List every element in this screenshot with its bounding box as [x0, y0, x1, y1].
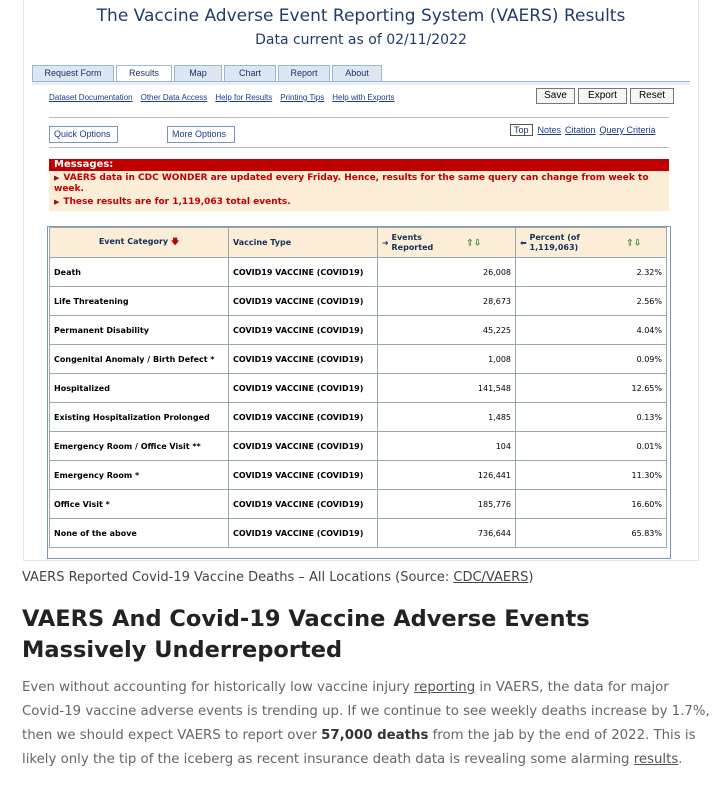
header-events-reported[interactable] — [378, 228, 516, 258]
cell-vaccine: COVID19 VACCINE (COVID19) — [229, 345, 378, 374]
cell-vaccine: COVID19 VACCINE (COVID19) — [229, 374, 378, 403]
divider — [49, 147, 669, 148]
cell-events: 141,548 — [378, 374, 516, 403]
cell-category: Existing Hospitalization Prolonged — [50, 403, 229, 432]
cell-events: 26,008 — [378, 258, 516, 287]
tab-band — [32, 82, 690, 85]
header-vaccine-type[interactable]: Vaccine Type — [229, 228, 378, 258]
table-row — [50, 258, 667, 287]
tab-map[interactable]: Map — [174, 65, 222, 81]
tab-about[interactable]: About — [332, 65, 382, 81]
cell-vaccine: COVID19 VACCINE (COVID19) — [229, 316, 378, 345]
query-criteria-link[interactable]: Query Criteria — [599, 125, 656, 135]
data-current-date: Data current as of 02/11/2022 — [255, 32, 467, 48]
table-row — [50, 490, 667, 519]
cell-vaccine: COVID19 VACCINE (COVID19) — [229, 490, 378, 519]
quick-options-button[interactable]: Quick Options — [49, 126, 118, 143]
cell-percent: 0.13% — [516, 403, 667, 432]
save-button[interactable]: Save — [536, 88, 575, 104]
tab-request-form[interactable]: Request Form — [32, 65, 114, 81]
cell-percent: 0.09% — [516, 345, 667, 374]
reset-button[interactable]: Reset — [630, 88, 674, 104]
sort-updown-icon[interactable]: ⇧⇩ — [466, 238, 482, 248]
cell-category: Emergency Room * — [50, 461, 229, 490]
cell-percent: 2.56% — [516, 287, 667, 316]
tab-chart[interactable]: Chart — [224, 65, 276, 81]
table-header-row — [50, 228, 667, 258]
cell-category: Office Visit * — [50, 490, 229, 519]
citation-link[interactable]: Citation — [565, 125, 596, 135]
cell-vaccine: COVID19 VACCINE (COVID19) — [229, 461, 378, 490]
message-line — [49, 195, 669, 208]
link-printing-tips[interactable]: Printing Tips — [280, 93, 325, 102]
link-help-with-exports[interactable]: Help with Exports — [332, 93, 395, 102]
cell-category: Life Threatening — [50, 287, 229, 316]
cell-vaccine: COVID19 VACCINE (COVID19) — [229, 287, 378, 316]
header-percent[interactable] — [516, 228, 667, 258]
header-label: Event Category — [98, 236, 169, 246]
table-row — [50, 403, 667, 432]
cell-percent: 0.01% — [516, 432, 667, 461]
cell-category: Permanent Disability — [50, 316, 229, 345]
cell-category: None of the above — [50, 519, 229, 548]
header-label: Events Reported — [391, 232, 434, 252]
link-dataset-documentation[interactable]: Dataset Documentation — [49, 93, 133, 102]
message-line — [49, 171, 669, 195]
cell-percent: 12.65% — [516, 374, 667, 403]
source-link[interactable]: CDC/VAERS — [453, 570, 529, 585]
cell-percent: 4.04% — [516, 316, 667, 345]
image-caption — [22, 570, 533, 585]
triangle-icon: ▶ — [54, 198, 60, 206]
sort-down-icon[interactable]: 🡇 — [170, 236, 180, 246]
tab-report[interactable]: Report — [278, 65, 330, 81]
divider — [49, 117, 669, 118]
cell-vaccine: COVID19 VACCINE (COVID19) — [229, 403, 378, 432]
cell-events: 28,673 — [378, 287, 516, 316]
table-row — [50, 316, 667, 345]
cell-events: 736,644 — [378, 519, 516, 548]
caption-end: ) — [528, 570, 534, 585]
table-row — [50, 461, 667, 490]
messages-panel — [49, 159, 669, 211]
cell-events: 185,776 — [378, 490, 516, 519]
results-link[interactable]: results — [633, 752, 679, 767]
cell-events: 104 — [378, 432, 516, 461]
deaths-highlight: 57,000 deaths — [321, 728, 429, 743]
table-row — [50, 432, 667, 461]
arrow-right-icon: ➜ — [382, 238, 389, 247]
cell-percent: 11.30% — [516, 461, 667, 490]
message-text: These results are for 1,119,063 total events. — [63, 197, 291, 207]
cell-category: Hospitalized — [50, 374, 229, 403]
page-title: The Vaccine Adverse Event Reporting System (VAERS) Results — [96, 6, 626, 26]
cell-category: Emergency Room / Office Visit ** — [50, 432, 229, 461]
paragraph-text: from the jab by the end of 2022. This is likely only the tip of the iceberg as recent insurance death data is revealing some alarming — [22, 728, 696, 767]
cell-vaccine: COVID19 VACCINE (COVID19) — [229, 258, 378, 287]
table-row — [50, 345, 667, 374]
top-link[interactable]: Top — [510, 124, 533, 136]
cell-events: 45,225 — [378, 316, 516, 345]
cell-vaccine: COVID19 VACCINE (COVID19) — [229, 432, 378, 461]
link-other-data-access[interactable]: Other Data Access — [140, 93, 208, 102]
table-row — [50, 287, 667, 316]
caption-text: VAERS Reported Covid-19 Vaccine Deaths – All Locations (Source: — [22, 570, 454, 585]
messages-header: Messages: — [49, 159, 669, 171]
cell-percent: 65.83% — [516, 519, 667, 548]
arrow-left-icon: ⬅ — [520, 238, 527, 247]
export-button[interactable]: Export — [578, 88, 627, 104]
triangle-icon: ▶ — [54, 174, 60, 182]
header-event-category[interactable] — [50, 228, 229, 258]
cell-percent: 2.32% — [516, 258, 667, 287]
paragraph-text: in VAERS, the data for major Covid-19 vaccine adverse events is trending up. If we continue to see weekly deaths increase by 1.7%, then we should expect VAERS to report over — [22, 680, 710, 743]
cell-category: Death — [50, 258, 229, 287]
notes-link[interactable]: Notes — [537, 125, 562, 135]
paragraph-text: Even without accounting for historically low vaccine injury — [22, 680, 414, 695]
cell-events: 126,441 — [378, 461, 516, 490]
cell-category: Congenital Anomaly / Birth Defect * — [50, 345, 229, 374]
article-heading: VAERS And Covid-19 Vaccine Adverse Events Massively Underreported — [22, 606, 590, 663]
reporting-link[interactable]: reporting — [414, 680, 476, 695]
header-label: Percent (of 1,119,063) — [529, 232, 580, 252]
table-row — [50, 374, 667, 403]
link-help-for-results[interactable]: Help for Results — [215, 93, 273, 102]
article-paragraph — [22, 676, 712, 772]
message-text: VAERS data in CDC WONDER are updated every Friday. Hence, results for the same query can change from week to week. — [54, 173, 649, 194]
cell-events: 1,485 — [378, 403, 516, 432]
cell-percent: 16.60% — [516, 490, 667, 519]
cell-events: 1,008 — [378, 345, 516, 374]
paragraph-text: . — [678, 752, 683, 767]
page-links — [510, 125, 660, 135]
tab-results[interactable]: Results — [116, 65, 172, 82]
cell-vaccine: COVID19 VACCINE (COVID19) — [229, 519, 378, 548]
more-options-button[interactable]: More Options — [167, 126, 235, 143]
vaers-screenshot — [23, 0, 699, 561]
help-links — [49, 93, 403, 102]
table-row — [50, 519, 667, 548]
sort-updown-icon[interactable]: ⇧⇩ — [626, 238, 642, 248]
results-table — [49, 227, 667, 548]
